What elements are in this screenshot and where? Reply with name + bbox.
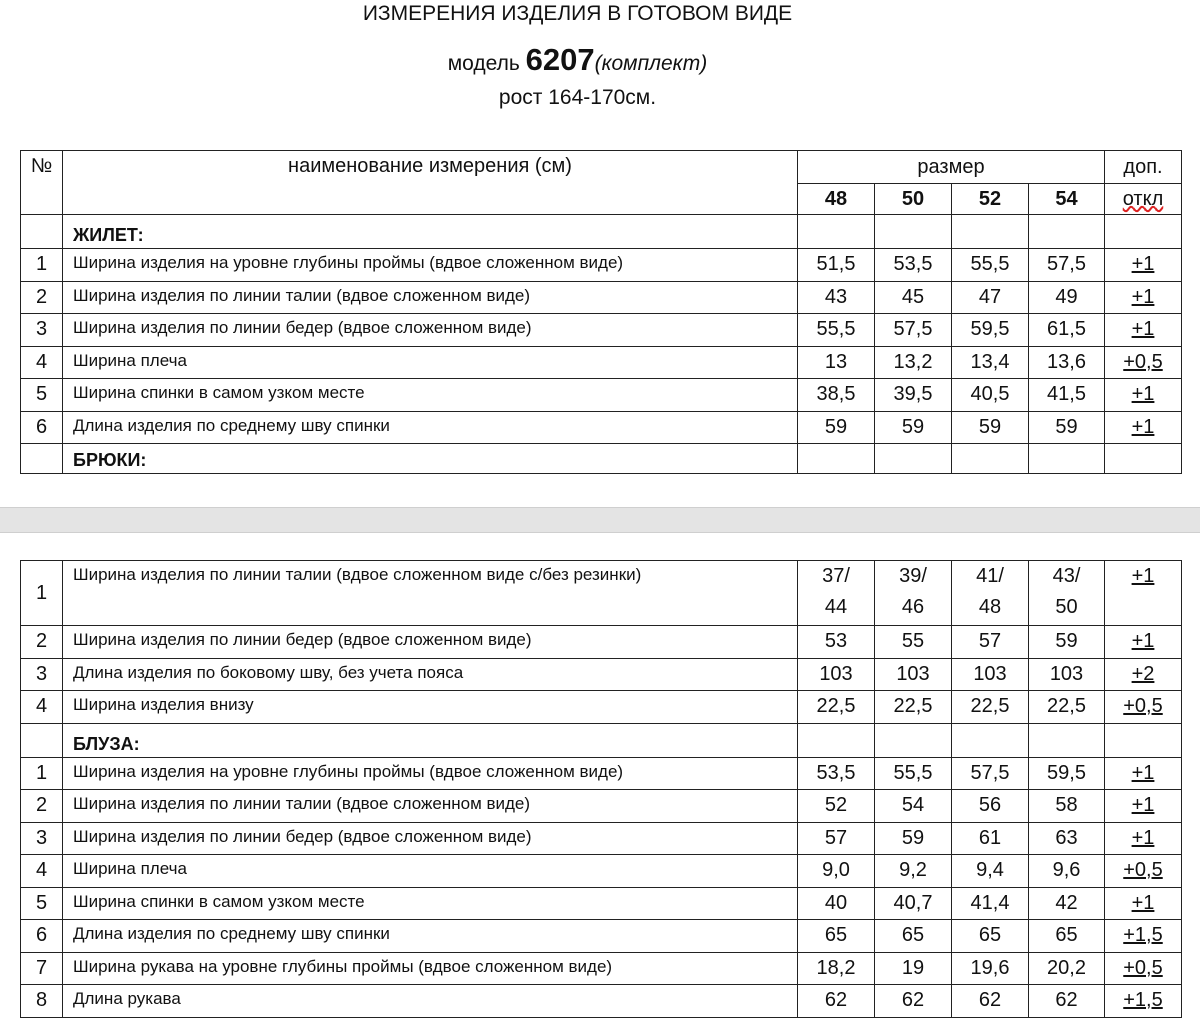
blouse-row-value: 18,2: [798, 952, 875, 985]
trousers-row-name: Ширина изделия по линии талии (вдвое сложенном виде с/без резинки): [63, 561, 798, 626]
vest-row-value: 39,5: [875, 379, 952, 412]
vest-row-value: 57,5: [1029, 249, 1105, 282]
trousers-row-tolerance: [1105, 658, 1182, 691]
blouse-row-tolerance-text: +0,5: [1123, 859, 1163, 882]
vest-row-value: 55,5: [952, 249, 1029, 282]
blouse-row-name: Длина изделия по среднему шву спинки: [63, 920, 798, 953]
vest-row-value: 43: [798, 281, 875, 314]
vest-row-value: 61,5: [1029, 314, 1105, 347]
table-row: [21, 790, 1182, 823]
vest-row-tolerance: [1105, 379, 1182, 412]
trousers-row-name: Длина изделия по боковому шву, без учета пояса: [63, 658, 798, 691]
blouse-row-num: 2: [21, 790, 63, 823]
blouse-row-num: 8: [21, 985, 63, 1018]
vest-row-name: Длина изделия по среднему шву спинки: [63, 411, 798, 444]
name-header: наименование измерения (см): [63, 151, 798, 215]
trousers-row-value: 103: [798, 658, 875, 691]
blouse-row-num: 5: [21, 887, 63, 920]
model-line: [0, 42, 1155, 78]
blouse-row-value: 40: [798, 887, 875, 920]
section-blouse-num: [21, 723, 63, 757]
height-range: рост 164-170см.: [498, 86, 657, 109]
blouse-row-value: 9,2: [875, 855, 952, 888]
table-row: [21, 281, 1182, 314]
section-row: [21, 723, 1182, 757]
section-trousers-num: [21, 444, 63, 474]
blouse-row-tolerance: [1105, 790, 1182, 823]
blouse-row-name: Длина рукава: [63, 985, 798, 1018]
section-vest-empty: [1105, 215, 1182, 249]
section-blouse-empty: [1029, 723, 1105, 757]
vest-row-name: Ширина изделия на уровне глубины проймы (вдвое сложенном виде): [63, 249, 798, 282]
section-vest-empty: [1029, 215, 1105, 249]
section-trousers-empty: [952, 444, 1029, 474]
blouse-row-value: 57,5: [952, 757, 1029, 790]
tolerance-header-2: [1105, 184, 1182, 215]
blouse-row-value: 9,6: [1029, 855, 1105, 888]
blouse-row-tolerance: [1105, 952, 1182, 985]
table-row: [21, 952, 1182, 985]
vest-row-tolerance-text: +1: [1131, 285, 1155, 308]
blouse-row-value: 52: [798, 790, 875, 823]
trousers-row-value: 22,5: [952, 691, 1029, 724]
vest-row-value: 13,6: [1029, 346, 1105, 379]
vest-row-value: 49: [1029, 281, 1105, 314]
trousers-row-name: Ширина изделия внизу: [63, 691, 798, 724]
trousers-row-value: 57: [952, 626, 1029, 659]
vest-row-value: 55,5: [798, 314, 875, 347]
measurement-table-bottom: [20, 560, 1182, 1018]
trousers-row-value: 37/ 44: [798, 561, 875, 626]
tolerance-header-2-text: откл: [1122, 187, 1164, 210]
size-52-header: 52: [952, 184, 1029, 215]
trousers-row-name: Ширина изделия по линии бедер (вдвое сложенном виде): [63, 626, 798, 659]
vest-row-num: 1: [21, 249, 63, 282]
blouse-row-value: 41,4: [952, 887, 1029, 920]
table-row: [21, 887, 1182, 920]
vest-row-num: 2: [21, 281, 63, 314]
vest-row-value: 53,5: [875, 249, 952, 282]
table-row: [21, 561, 1182, 626]
blouse-row-value: 19,6: [952, 952, 1029, 985]
vest-row-num: 3: [21, 314, 63, 347]
blouse-row-value: 54: [875, 790, 952, 823]
trousers-row-value: 39/ 46: [875, 561, 952, 626]
trousers-row-num: 3: [21, 658, 63, 691]
blouse-row-num: 3: [21, 822, 63, 855]
blouse-row-tolerance: [1105, 887, 1182, 920]
blouse-row-name: Ширина плеча: [63, 855, 798, 888]
blouse-row-value: 62: [798, 985, 875, 1018]
model-prefix: модель: [447, 52, 520, 75]
vest-row-name: Ширина изделия по линии бедер (вдвое сложенном виде): [63, 314, 798, 347]
table-row: [21, 346, 1182, 379]
vest-row-name: Ширина плеча: [63, 346, 798, 379]
trousers-row-num: 4: [21, 691, 63, 724]
document-title: ИЗМЕРЕНИЯ ИЗДЕЛИЯ В ГОТОВОМ ВИДЕ: [362, 2, 793, 25]
vest-row-value: 13: [798, 346, 875, 379]
blouse-row-value: 9,0: [798, 855, 875, 888]
section-blouse-title: БЛУЗА:: [63, 723, 798, 757]
vest-row-tolerance-text: +0,5: [1123, 350, 1163, 373]
section-vest-empty: [875, 215, 952, 249]
section-blouse-empty: [952, 723, 1029, 757]
blouse-row-value: 59,5: [1029, 757, 1105, 790]
vest-row-value: 59: [952, 411, 1029, 444]
vest-row-value: 45: [875, 281, 952, 314]
vest-row-tolerance-text: +1: [1131, 253, 1155, 276]
blouse-row-value: 58: [1029, 790, 1105, 823]
blouse-row-num: 4: [21, 855, 63, 888]
trousers-row-value: 53: [798, 626, 875, 659]
trousers-row-value: 55: [875, 626, 952, 659]
blouse-row-value: 65: [1029, 920, 1105, 953]
section-blouse-empty: [1105, 723, 1182, 757]
vest-row-value: 13,4: [952, 346, 1029, 379]
vest-row-value: 38,5: [798, 379, 875, 412]
blouse-row-value: 62: [875, 985, 952, 1018]
vest-row-value: 59: [798, 411, 875, 444]
trousers-row-tolerance: [1105, 626, 1182, 659]
blouse-row-tolerance-text: +1: [1131, 761, 1155, 784]
table-row: [21, 314, 1182, 347]
blouse-row-num: 6: [21, 920, 63, 953]
table-row: [21, 691, 1182, 724]
section-row: [21, 444, 1182, 474]
vest-row-tolerance: [1105, 346, 1182, 379]
trousers-row-value: 41/ 48: [952, 561, 1029, 626]
table-row: [21, 249, 1182, 282]
trousers-row-value: 103: [875, 658, 952, 691]
section-vest-empty: [798, 215, 875, 249]
blouse-row-value: 19: [875, 952, 952, 985]
vest-row-value: 59,5: [952, 314, 1029, 347]
size-48-header: 48: [798, 184, 875, 215]
blouse-row-value: 65: [798, 920, 875, 953]
trousers-row-value: 22,5: [875, 691, 952, 724]
table-row: [21, 920, 1182, 953]
size-54-header: 54: [1029, 184, 1105, 215]
table-row: [21, 411, 1182, 444]
page-separator: [0, 507, 1200, 533]
size-50-header: 50: [875, 184, 952, 215]
blouse-row-tolerance-text: +1: [1131, 826, 1155, 849]
blouse-row-value: 61: [952, 822, 1029, 855]
trousers-row-tolerance-text: +0,5: [1123, 695, 1163, 718]
trousers-row-value: 43/ 50: [1029, 561, 1105, 626]
measurement-table-top: [20, 150, 1182, 474]
vest-row-value: 13,2: [875, 346, 952, 379]
table-row: [21, 379, 1182, 412]
blouse-row-tolerance-text: +0,5: [1123, 956, 1163, 979]
blouse-row-tolerance: [1105, 985, 1182, 1018]
blouse-row-name: Ширина рукава на уровне глубины проймы (вдвое сложенном виде): [63, 952, 798, 985]
blouse-row-tolerance-text: +1,5: [1123, 924, 1163, 947]
section-trousers-empty: [1029, 444, 1105, 474]
model-number: 6207: [525, 42, 595, 77]
trousers-row-tolerance-text: +1: [1131, 630, 1155, 653]
blouse-row-value: 65: [952, 920, 1029, 953]
blouse-row-name: Ширина изделия по линии бедер (вдвое сложенном виде): [63, 822, 798, 855]
blouse-row-value: 53,5: [798, 757, 875, 790]
table-row: [21, 822, 1182, 855]
section-vest-empty: [952, 215, 1029, 249]
trousers-row-value: 103: [952, 658, 1029, 691]
blouse-row-value: 20,2: [1029, 952, 1105, 985]
blouse-row-value: 65: [875, 920, 952, 953]
trousers-row-value: 103: [1029, 658, 1105, 691]
tolerance-header-1: доп.: [1105, 151, 1182, 184]
vest-row-tolerance: [1105, 411, 1182, 444]
blouse-row-name: Ширина изделия по линии талии (вдвое сложенном виде): [63, 790, 798, 823]
section-vest-title: ЖИЛЕТ:: [63, 215, 798, 249]
blouse-row-value: 42: [1029, 887, 1105, 920]
section-trousers-empty: [875, 444, 952, 474]
size-header: размер: [798, 151, 1105, 184]
blouse-row-tolerance: [1105, 822, 1182, 855]
vest-row-tolerance: [1105, 314, 1182, 347]
blouse-row-value: 40,7: [875, 887, 952, 920]
trousers-row-tolerance: [1105, 691, 1182, 724]
blouse-row-tolerance: [1105, 855, 1182, 888]
vest-row-value: 41,5: [1029, 379, 1105, 412]
vest-row-value: 57,5: [875, 314, 952, 347]
blouse-row-value: 57: [798, 822, 875, 855]
blouse-row-tolerance-text: +1: [1131, 794, 1155, 817]
trousers-row-tolerance-text: +1: [1131, 565, 1155, 587]
section-trousers-empty: [798, 444, 875, 474]
section-trousers-empty: [1105, 444, 1182, 474]
trousers-row-value: 22,5: [1029, 691, 1105, 724]
blouse-row-name: Ширина изделия на уровне глубины проймы (вдвое сложенном виде): [63, 757, 798, 790]
blouse-row-value: 59: [875, 822, 952, 855]
blouse-row-value: 55,5: [875, 757, 952, 790]
vest-row-value: 40,5: [952, 379, 1029, 412]
table-row: [21, 658, 1182, 691]
vest-row-num: 4: [21, 346, 63, 379]
blouse-row-value: 56: [952, 790, 1029, 823]
vest-row-value: 47: [952, 281, 1029, 314]
table-row: [21, 985, 1182, 1018]
trousers-row-tolerance-text: +2: [1131, 662, 1155, 685]
section-vest-num: [21, 215, 63, 249]
blouse-row-num: 1: [21, 757, 63, 790]
section-blouse-empty: [798, 723, 875, 757]
table-row: [21, 757, 1182, 790]
section-row: [21, 215, 1182, 249]
trousers-row-value: 22,5: [798, 691, 875, 724]
vest-row-tolerance: [1105, 281, 1182, 314]
vest-row-name: Ширина изделия по линии талии (вдвое сложенном виде): [63, 281, 798, 314]
model-suffix: (комплект): [594, 52, 708, 75]
vest-row-tolerance-text: +1: [1131, 318, 1155, 341]
vest-row-num: 5: [21, 379, 63, 412]
trousers-row-value: 59: [1029, 626, 1105, 659]
trousers-row-num: 2: [21, 626, 63, 659]
vest-row-tolerance-text: +1: [1131, 415, 1155, 438]
blouse-row-value: 62: [1029, 985, 1105, 1018]
num-header: №: [21, 151, 63, 215]
section-trousers-title: БРЮКИ:: [63, 444, 798, 474]
vest-row-value: 59: [1029, 411, 1105, 444]
blouse-row-value: 9,4: [952, 855, 1029, 888]
table-row: [21, 855, 1182, 888]
blouse-row-value: 62: [952, 985, 1029, 1018]
vest-row-name: Ширина спинки в самом узком месте: [63, 379, 798, 412]
vest-row-tolerance-text: +1: [1131, 383, 1155, 406]
trousers-row-tolerance: [1105, 561, 1182, 626]
vest-row-value: 51,5: [798, 249, 875, 282]
table-row: [21, 626, 1182, 659]
blouse-row-name: Ширина спинки в самом узком месте: [63, 887, 798, 920]
blouse-row-tolerance-text: +1,5: [1123, 989, 1163, 1012]
vest-row-num: 6: [21, 411, 63, 444]
blouse-row-num: 7: [21, 952, 63, 985]
blouse-row-tolerance: [1105, 757, 1182, 790]
blouse-row-tolerance: [1105, 920, 1182, 953]
blouse-row-tolerance-text: +1: [1131, 891, 1155, 914]
vest-row-value: 59: [875, 411, 952, 444]
trousers-row-num: 1: [21, 561, 63, 626]
vest-row-tolerance: [1105, 249, 1182, 282]
blouse-row-value: 63: [1029, 822, 1105, 855]
section-blouse-empty: [875, 723, 952, 757]
